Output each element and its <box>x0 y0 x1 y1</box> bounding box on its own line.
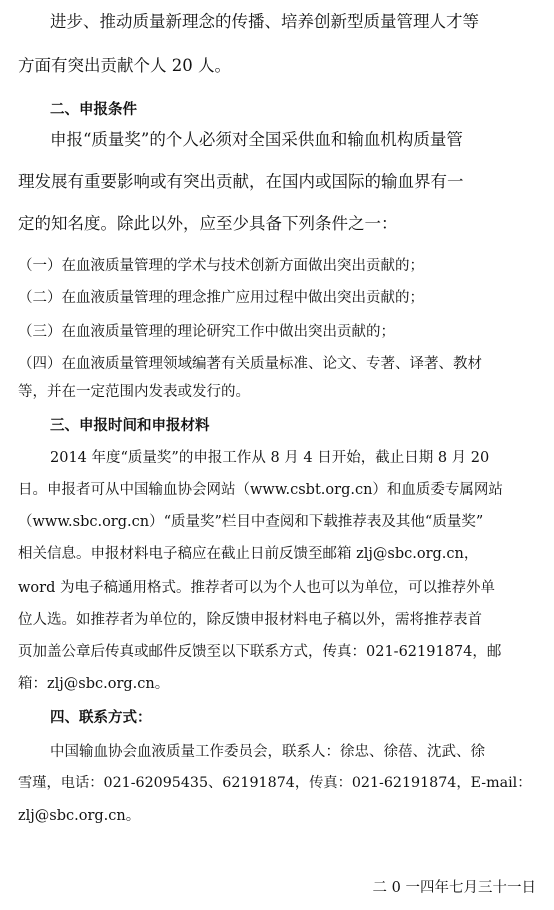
document-date: 二 0 一四年七月三十一日 <box>372 880 536 896</box>
section-2-para-line: 定的知名度。除此以外，应至少具备下列条件之一： <box>18 214 398 233</box>
section-3-para-line: （www.sbc.org.cn）“质量奖”栏目中查阅和下载推荐表及其他“质量奖” <box>18 514 484 530</box>
section-2-heading: 二、申报条件 <box>50 102 137 118</box>
condition-item: （三）在血液质量管理的理论研究工作中做出突出贡献的； <box>18 324 395 340</box>
section-3-heading: 三、申报时间和申报材料 <box>50 418 210 434</box>
section-3-para-line: 箱：zlj@sbc.org.cn。 <box>18 676 170 692</box>
condition-item-continuation: 等，并在一定范围内发表或发行的。 <box>18 384 250 400</box>
section-2-para-line: 理发展有重要影响或有突出贡献，在国内或国际的输血界有一 <box>18 172 464 191</box>
condition-item: （一）在血液质量管理的学术与技术创新方面做出突出贡献的； <box>18 258 424 274</box>
intro-line-1: 进步、推动质量新理念的传播、培养创新型质量管理人才等 <box>50 12 479 31</box>
section-4-para-line: 中国输血协会血液质量工作委员会，联系人：徐忠、徐蓓、沈武、徐 <box>50 744 485 760</box>
intro-line-2: 方面有突出贡献个人 20 人。 <box>18 56 231 75</box>
section-4-heading: 四、联系方式： <box>50 710 152 726</box>
section-3-para-line: word 为电子稿通用格式。推荐者可以为个人也可以为单位，可以推荐外单 <box>18 580 495 596</box>
section-4-para-line: 雪瑾，电话：021-62095435、62191874，传真：021-62191874，E-mail： <box>18 775 532 791</box>
section-3-para-line: 日。申报者可从中国输血协会网站（www.csbt.org.cn）和血质委专属网站 <box>18 482 503 498</box>
section-3-para-line: 相关信息。申报材料电子稿应在截止日前反馈至邮箱 zlj@sbc.org.cn， <box>18 546 479 562</box>
section-4-para-line: zlj@sbc.org.cn。 <box>18 808 141 824</box>
section-3-para-line: 页加盖公章后传真或邮件反馈至以下联系方式，传真：021-62191874，邮 <box>18 644 502 660</box>
section-3-para-line: 2014 年度“质量奖”的申报工作从 8 月 4 日开始，截止日期 8 月 20 <box>50 450 490 466</box>
section-2-para-line: 申报“质量奖”的个人必须对全国采供血和输血机构质量管 <box>50 130 463 149</box>
section-3-para-line: 位人选。如推荐者为单位的，除反馈申报材料电子稿以外，需将推荐表首 <box>18 612 482 628</box>
condition-item: （四）在血液质量管理领域编著有关质量标准、论文、专著、译著、教材 <box>18 356 482 372</box>
condition-item: （二）在血液质量管理的理念推广应用过程中做出突出贡献的； <box>18 290 424 306</box>
